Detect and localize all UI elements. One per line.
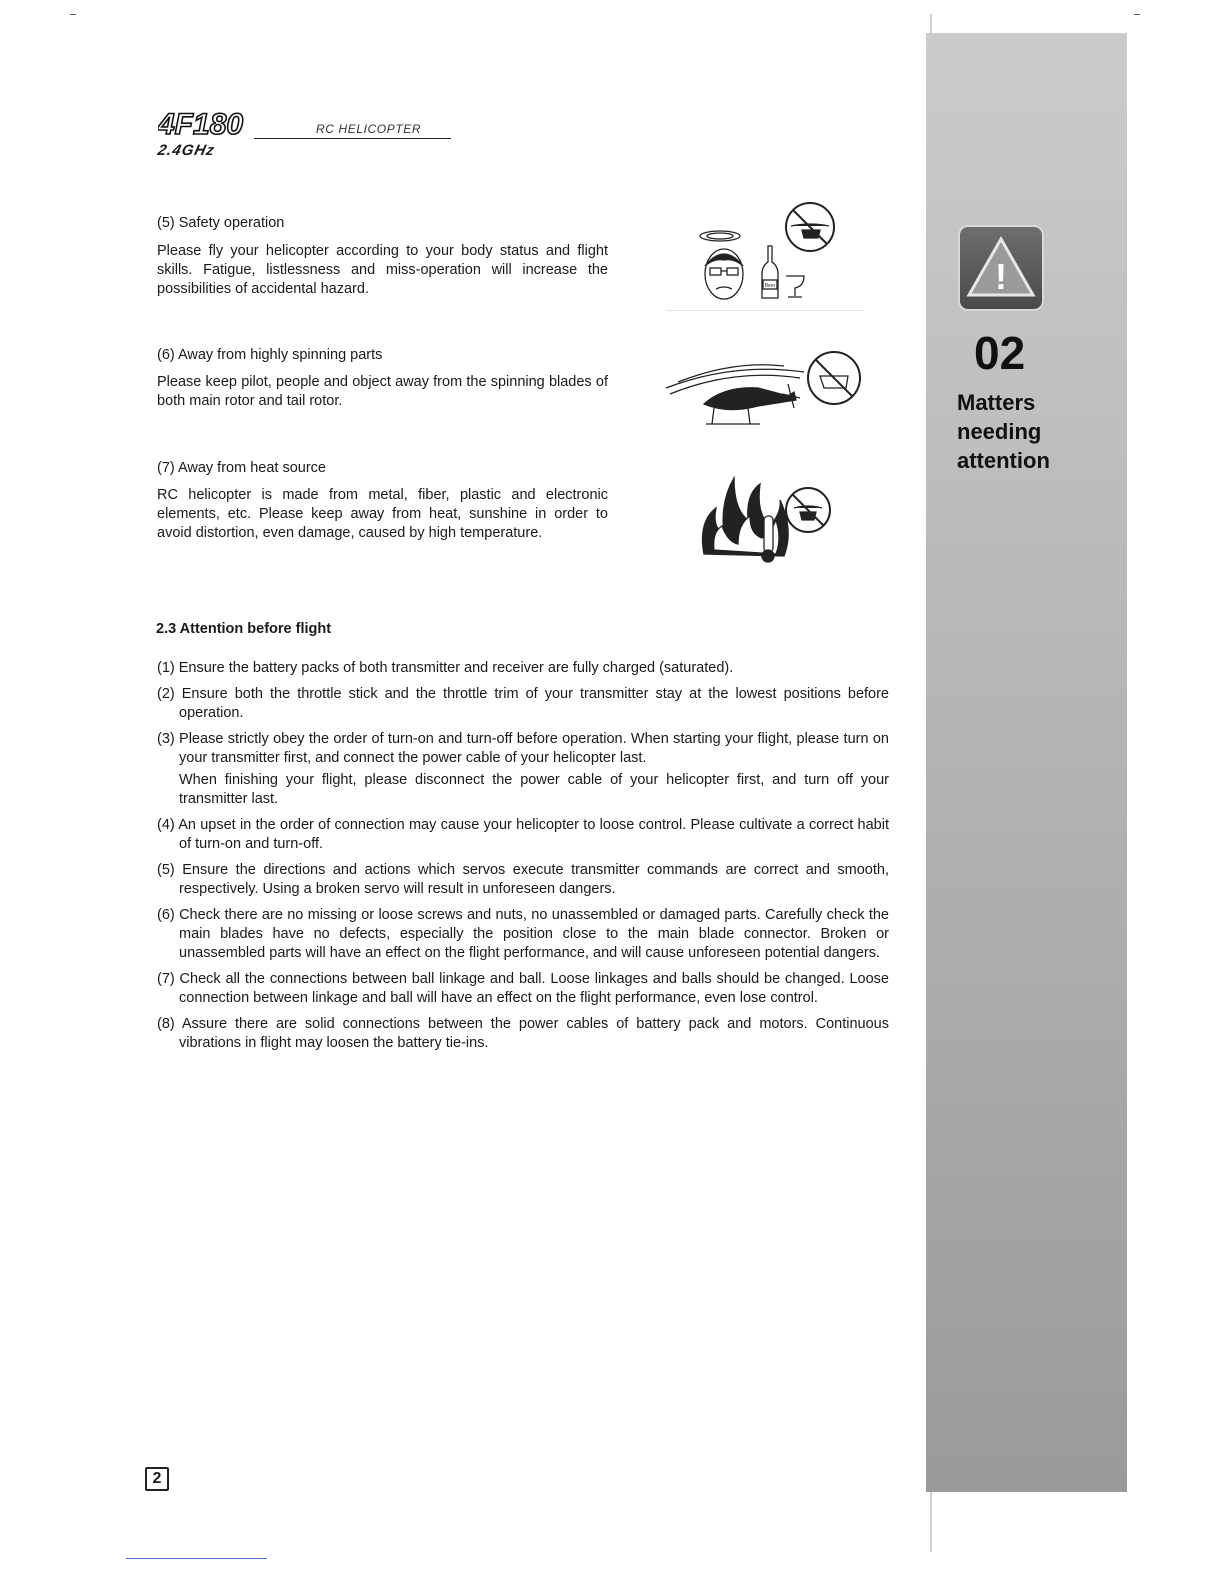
attention-heading: 2.3 Attention before flight (156, 621, 332, 637)
section-title-heat-source: (7) Away from heat source (157, 460, 326, 476)
heat-source-illustration (698, 464, 863, 564)
svg-text:Beer: Beer (764, 283, 776, 289)
header-rule (254, 138, 451, 139)
svg-text:4F180: 4F180 (158, 108, 244, 140)
list-item: (4) An upset in the order of connection may cause your helicopter to loose control. Please cultivate a correct habit of turn-on and turn-off. (157, 817, 889, 852)
section-body-spinning-parts: Please keep pilot, people and object away from the spinning blades of both main rotor and tail rotor. (157, 374, 608, 409)
list-item: (1) Ensure the battery packs of both transmitter and receiver are fully charged (saturated). (157, 660, 734, 676)
section-title-spinning-parts: (6) Away from highly spinning parts (157, 347, 383, 363)
section-body-safety-operation: Please fly your helicopter according to your body status and flight skills. Fatigue, listlessness and miss-operation will increase the possibilities of accidental hazard. (157, 243, 608, 297)
svg-text:!: ! (995, 256, 1007, 297)
crop-mark (1134, 14, 1140, 15)
brand-logo (158, 108, 254, 140)
frequency-label: 2.4GHz (156, 142, 217, 159)
list-item: (5) Ensure the directions and actions which servos execute transmitter commands are correct and smooth, respectively. Using a broken servo will result in unforeseen dangers. (157, 862, 889, 897)
list-item: (3) Please strictly obey the order of turn-on and turn-off before operation. When starting your flight, please turn on your transmitter first, and connect the power cable of your helicopter last. When finishing your flight, please disconnect the power cable of your helicopter first, and turn off your transmitter last. (157, 731, 889, 807)
chapter-number: 02 (974, 327, 1026, 379)
list-item: (2) Ensure both the throttle stick and the throttle trim of your transmitter stay at the lowest positions before operation. (157, 686, 889, 721)
section-body-heat-source: RC helicopter is made from metal, fiber, plastic and electronic elements, etc. Please keep away from heat, sunshine in order to avoid distortion, even damage, caused by high temperature. (157, 487, 608, 541)
header-label: RC HELICOPTER (316, 122, 422, 136)
warning-icon-box (958, 225, 1044, 311)
list-item: (8) Assure there are solid connections between the power cables of battery pack and motors. Continuous vibrations in flight may loosen the battery tie-ins. (157, 1016, 889, 1051)
list-item: (6) Check there are no missing or loose screws and nuts, no unassembled or damaged parts. Carefully check the main blades have no defects, especially the position close to the main blade connector. Broken or unassembled parts will have an effect on the flight performance, and will cause unforeseen potential dangers. (157, 907, 889, 961)
chapter-title: Matters needing attention (957, 390, 1050, 473)
fatigue-alcohol-illustration (694, 200, 844, 305)
attention-list (157, 659, 889, 1060)
section-title-safety-operation: (5) Safety operation (157, 215, 285, 231)
footer-rule (126, 1558, 267, 1559)
list-item: (7) Check all the connections between ball linkage and ball. Loose linkages and balls should be changed. Loose connection between linkage and ball will have an effect on the flight performance, even lose control. (157, 971, 889, 1006)
crop-mark (70, 14, 76, 15)
page-number: 2 (145, 1467, 169, 1491)
spinning-rotor-illustration (664, 342, 864, 434)
divider (666, 310, 864, 311)
warning-triangle-icon (960, 227, 1042, 309)
list-item-continuation: When finishing your flight, please disconnect the power cable of your helicopter first, and turn off your transmitter last. (179, 772, 889, 807)
